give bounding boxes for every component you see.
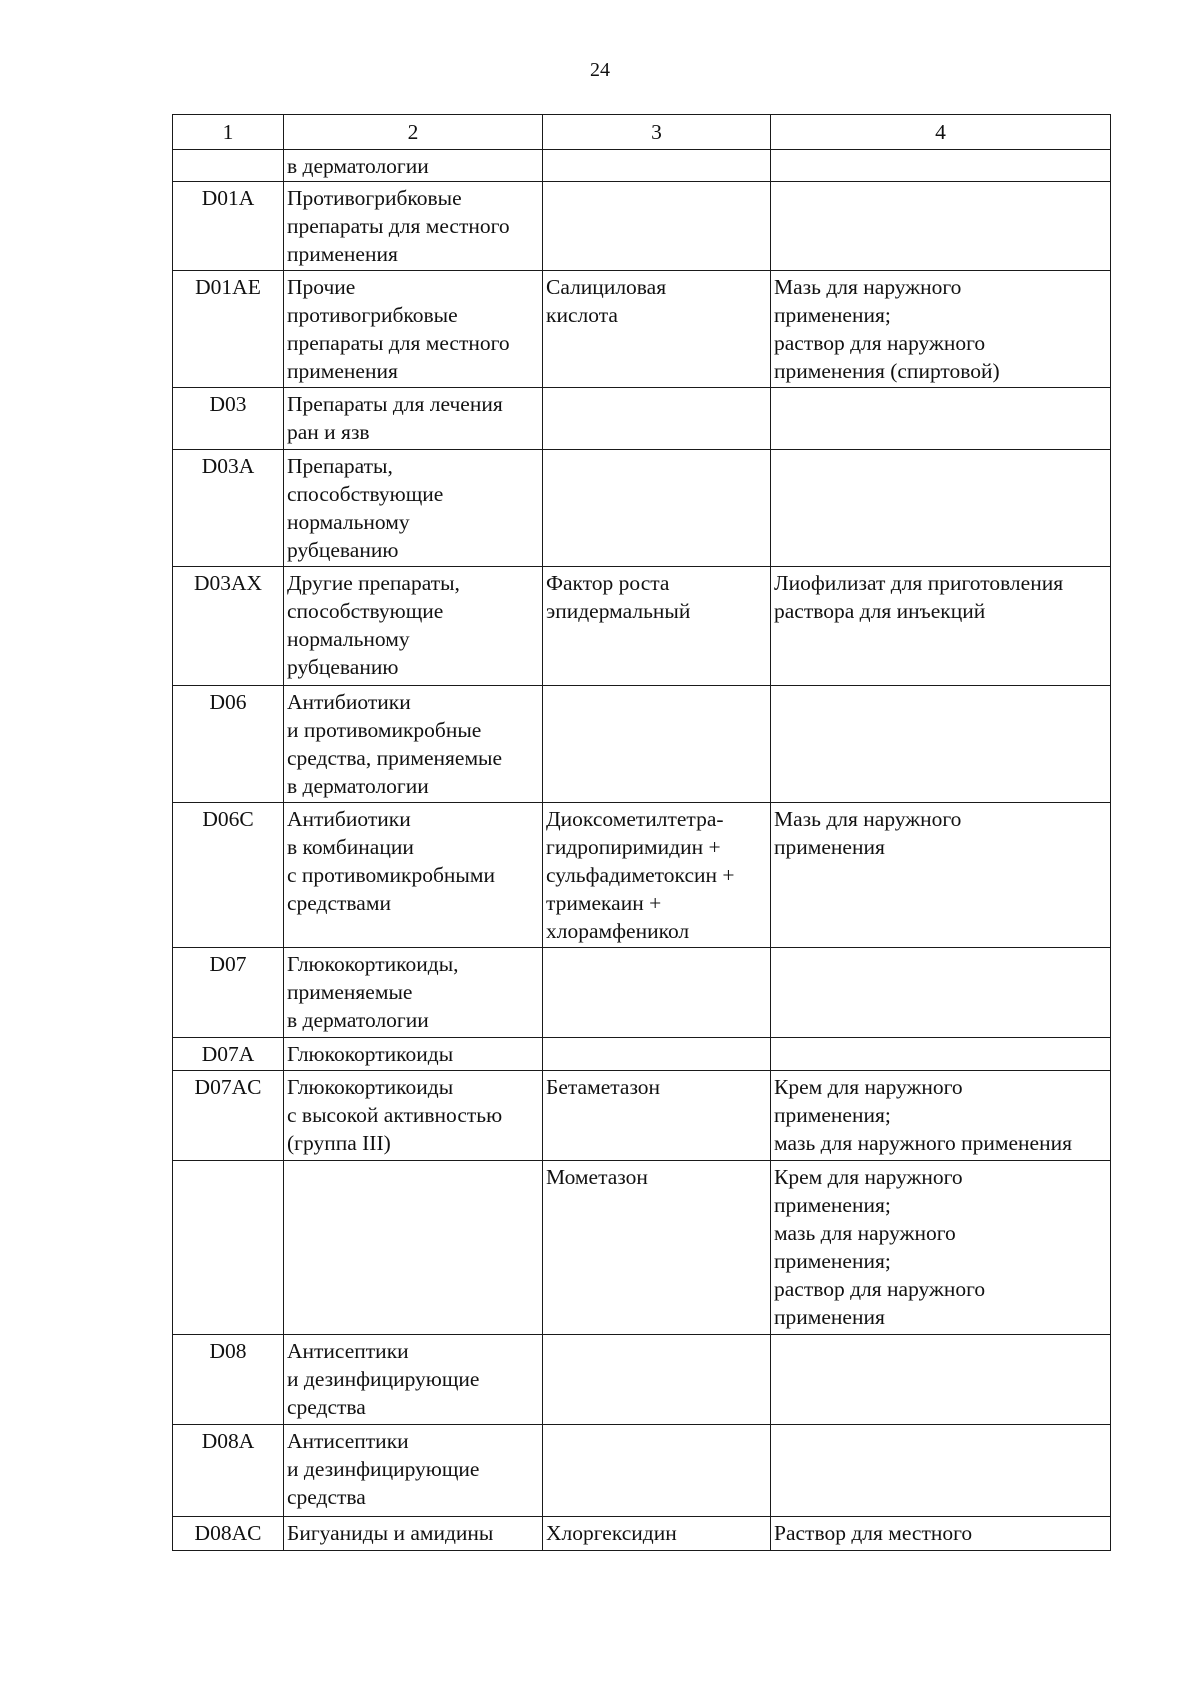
table-row: [173, 182, 1111, 271]
table-row: [173, 388, 1111, 450]
header-col-4: 4: [771, 115, 1111, 150]
atc-code-cell: D08AC: [173, 1517, 284, 1551]
drug-name-cell: [543, 1335, 771, 1425]
group-name-cell: Антисептики и дезинфицирующие средства: [284, 1335, 543, 1425]
group-name-cell: Антибиотики в комбинации с противомикробными средствами: [284, 803, 543, 948]
atc-code-cell: D08A: [173, 1425, 284, 1517]
atc-code-cell: D06C: [173, 803, 284, 948]
header-col-3: 3: [543, 115, 771, 150]
drug-name-cell: [543, 388, 771, 450]
group-name-cell: Другие препараты, способствующие нормальному рубцеванию: [284, 567, 543, 686]
atc-code-cell: D03A: [173, 450, 284, 567]
atc-code-cell: D07AC: [173, 1071, 284, 1161]
atc-code-cell: D01A: [173, 182, 284, 271]
dosage-form-cell: [771, 686, 1111, 803]
dosage-form-cell: Крем для наружного применения; мазь для наружного применения: [771, 1071, 1111, 1161]
dosage-form-cell: [771, 150, 1111, 182]
table-body: [173, 150, 1111, 1551]
drug-name-cell: [543, 948, 771, 1038]
dosage-form-cell: [771, 182, 1111, 271]
table-row: [173, 1038, 1111, 1071]
group-name-cell: Противогрибковые препараты для местного применения: [284, 182, 543, 271]
dosage-form-cell: Мазь для наружного применения: [771, 803, 1111, 948]
drug-name-cell: [543, 1038, 771, 1071]
header-row: [173, 115, 1111, 150]
drug-name-cell: [543, 150, 771, 182]
drug-name-cell: [543, 1425, 771, 1517]
drug-name-cell: Диоксометилтетра- гидропиримидин + сульфадиметоксин + тримекаин + хлорамфеникол: [543, 803, 771, 948]
atc-code-cell: D06: [173, 686, 284, 803]
dosage-form-cell: [771, 948, 1111, 1038]
table-row: [173, 1161, 1111, 1335]
group-name-cell: в дерматологии: [284, 150, 543, 182]
table-row: [173, 803, 1111, 948]
dosage-form-cell: [771, 450, 1111, 567]
table-row: [173, 450, 1111, 567]
dosage-form-cell: [771, 1038, 1111, 1071]
group-name-cell: [284, 1161, 543, 1335]
drug-name-cell: [543, 182, 771, 271]
table-row: [173, 948, 1111, 1038]
drug-name-cell: [543, 450, 771, 567]
atc-code-cell: [173, 1161, 284, 1335]
group-name-cell: Антисептики и дезинфицирующие средства: [284, 1425, 543, 1517]
group-name-cell: Препараты, способствующие нормальному рубцеванию: [284, 450, 543, 567]
atc-code-cell: D07A: [173, 1038, 284, 1071]
header-col-1: 1: [173, 115, 284, 150]
group-name-cell: Глюкокортикоиды, применяемые в дерматологии: [284, 948, 543, 1038]
dosage-form-cell: Раствор для местного: [771, 1517, 1111, 1551]
dosage-form-cell: Мазь для наружного применения; раствор для наружного применения (спиртовой): [771, 271, 1111, 388]
table-row: [173, 150, 1111, 182]
group-name-cell: Бигуаниды и амидины: [284, 1517, 543, 1551]
table-row: [173, 567, 1111, 686]
table-row: [173, 1517, 1111, 1551]
atc-code-cell: [173, 150, 284, 182]
group-name-cell: Глюкокортикоиды с высокой активностью (группа III): [284, 1071, 543, 1161]
drug-classification-table: [172, 114, 1111, 1551]
table-row: [173, 686, 1111, 803]
header-col-2: 2: [284, 115, 543, 150]
drug-name-cell: Фактор роста эпидермальный: [543, 567, 771, 686]
atc-code-cell: D08: [173, 1335, 284, 1425]
dosage-form-cell: Лиофилизат для приготовления раствора для инъекций: [771, 567, 1111, 686]
drug-name-cell: Хлоргексидин: [543, 1517, 771, 1551]
table-row: [173, 1335, 1111, 1425]
group-name-cell: Глюкокортикоиды: [284, 1038, 543, 1071]
dosage-form-cell: Крем для наружного применения; мазь для наружного применения; раствор для наружного применения: [771, 1161, 1111, 1335]
drug-name-cell: Мометазон: [543, 1161, 771, 1335]
atc-code-cell: D07: [173, 948, 284, 1038]
atc-code-cell: D03AX: [173, 567, 284, 686]
dosage-form-cell: [771, 1335, 1111, 1425]
table-row: [173, 1071, 1111, 1161]
drug-name-cell: Салициловая кислота: [543, 271, 771, 388]
dosage-form-cell: [771, 1425, 1111, 1517]
atc-code-cell: D03: [173, 388, 284, 450]
group-name-cell: Прочие противогрибковые препараты для местного применения: [284, 271, 543, 388]
table-row: [173, 1425, 1111, 1517]
atc-code-cell: D01AE: [173, 271, 284, 388]
drug-name-cell: Бетаметазон: [543, 1071, 771, 1161]
group-name-cell: Антибиотики и противомикробные средства, применяемые в дерматологии: [284, 686, 543, 803]
group-name-cell: Препараты для лечения ран и язв: [284, 388, 543, 450]
table-header: [173, 115, 1111, 150]
page-number: 24: [590, 59, 610, 81]
drug-name-cell: [543, 686, 771, 803]
table-row: [173, 271, 1111, 388]
dosage-form-cell: [771, 388, 1111, 450]
